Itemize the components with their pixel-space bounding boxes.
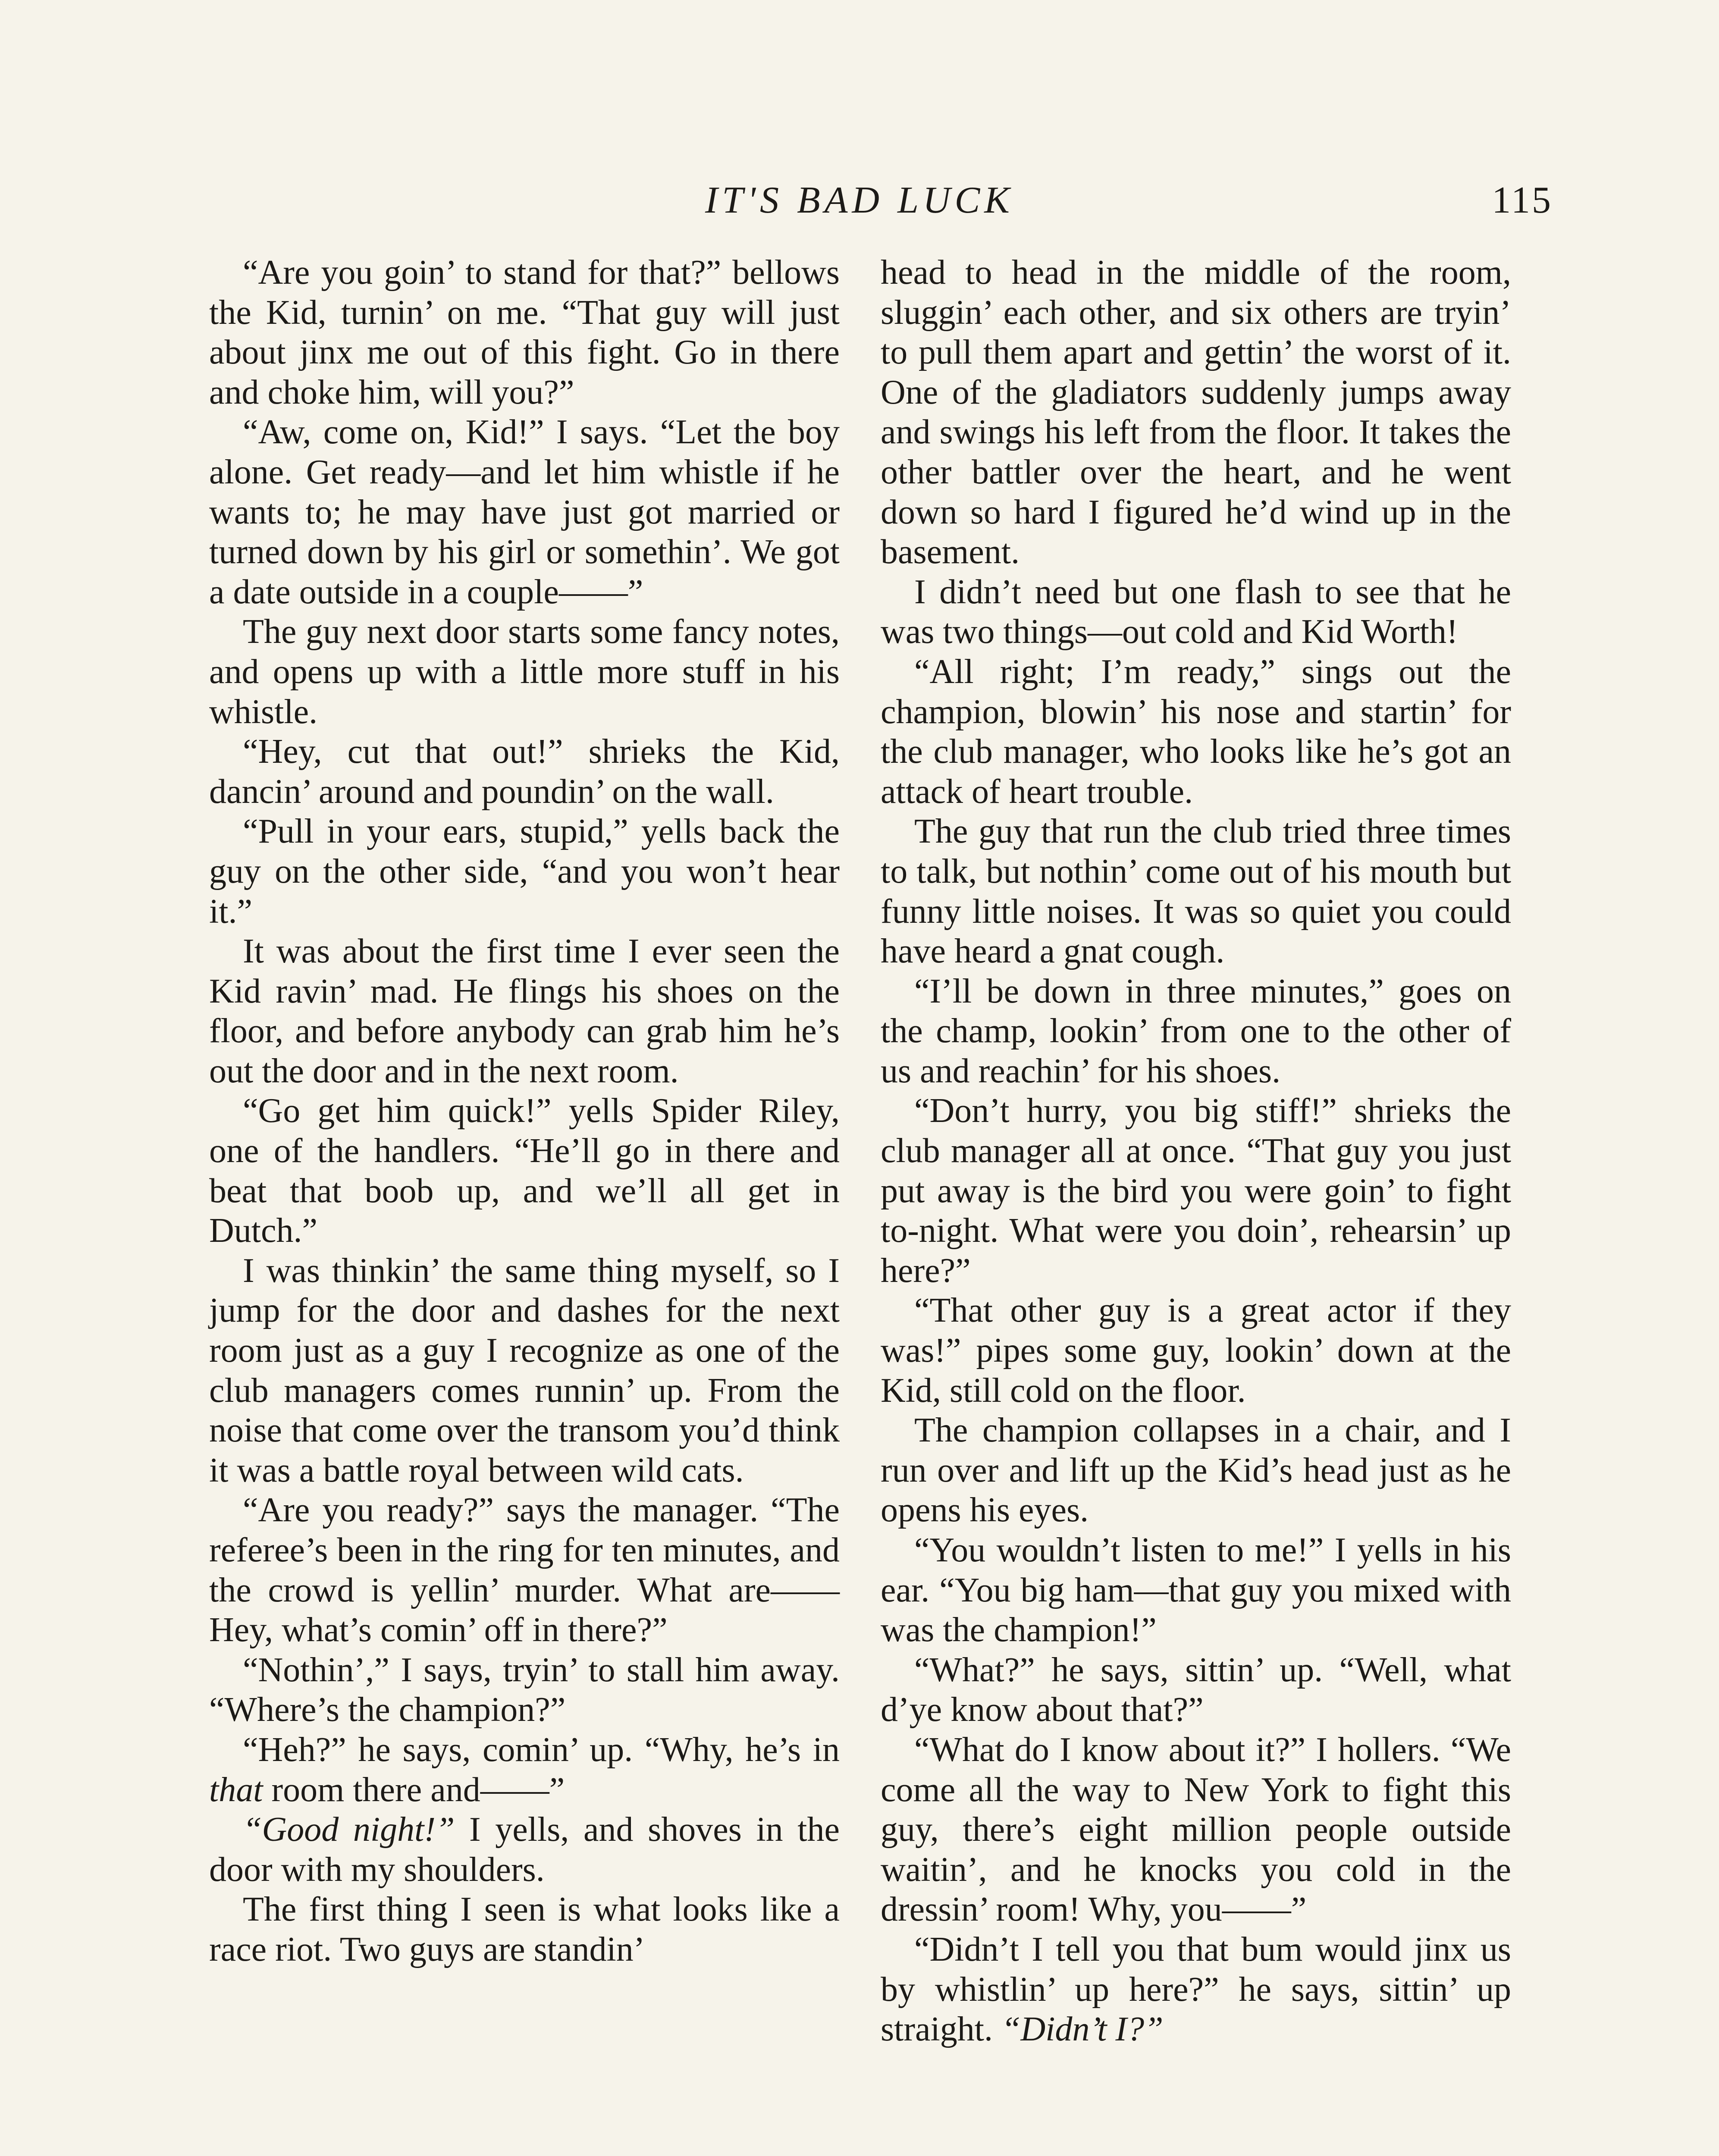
paragraph-text: I yells, and shoves in the door with my shoulders.	[209, 1811, 840, 1889]
page-number: 115	[1492, 179, 1553, 221]
paragraph: “I’ll be down in three minutes,” goes on the champ, lookin’ from one to the other of us and reachin’ for his shoes.	[881, 972, 1511, 1090]
paragraph: “Are you ready?” says the manager. “The referee’s been in the ring for ten minutes, and the crowd is yellin’ murder. What are—— Hey, what’s comin’ off in there?”	[209, 1491, 840, 1649]
paragraph: “Aw, come on, Kid!” I says. “Let the boy alone. Get ready—and let him whistle if he wants to; he may have just got married or turned down by his girl or somethin’. We got a date outside in a couple——”	[209, 413, 840, 611]
paragraph: “Don’t hurry, you big stiff!” shrieks the club manager all at once. “That guy you just put away is the bird you were goin’ to fight to-night. What were you doin’, rehearsin’ up here?”	[881, 1092, 1511, 1290]
paragraph: “That other guy is a great actor if they was!” pipes some guy, lookin’ down at the Kid, still cold on the floor.	[881, 1291, 1511, 1410]
paragraph: The champion collapses in a chair, and I run over and lift up the Kid’s head just as he opens his eyes.	[881, 1411, 1511, 1529]
paragraph: “Hey, cut that out!” shrieks the Kid, dancin’ around and poundin’ on the wall.	[209, 733, 840, 811]
running-head	[0, 175, 1719, 226]
paragraph: The guy next door starts some fancy notes, and opens up with a little more stuff in his whistle.	[209, 613, 840, 731]
running-title: IT'S BAD LUCK	[705, 179, 1014, 221]
paragraph: “You wouldn’t listen to me!” I yells in his ear. “You big ham—that guy you mixed with was the champion!”	[881, 1531, 1511, 1649]
paragraph-text: room there and——”	[263, 1771, 565, 1809]
paragraph: I didn’t need but one flash to see that he was two things—out cold and Kid Worth!	[881, 573, 1511, 651]
paragraph: “What do I know about it?” I hollers. “We come all the way to New York to fight this guy, there’s eight million people outside waitin’, and he knocks you cold in the dressin’ room! Why, you——”	[881, 1730, 1511, 1929]
paragraph: “Go get him quick!” yells Spider Riley, one of the handlers. “He’ll go in there and beat that boob up, and we’ll all get in Dutch.”	[209, 1092, 840, 1250]
paragraph: “Pull in your ears, stupid,” yells back the guy on the other side, “and you won’t hear it.”	[209, 812, 840, 931]
paragraph	[209, 1810, 840, 1890]
paragraph-text: “Heh?” he says, comin’ up. “Why, he’s in	[243, 1730, 840, 1769]
paragraph	[209, 1730, 840, 1810]
paragraph	[881, 1930, 1511, 2049]
paragraph: It was about the first time I ever seen the Kid ravin’ mad. He flings his shoes on the floor, and before anybody can grab him he’s out the door and in the next room.	[209, 932, 840, 1090]
italic-emphasis: “Good night!”	[243, 1811, 455, 1849]
left-text-column	[209, 253, 840, 1970]
paragraph: “What?” he says, sittin’ up. “Well, what d’ye know about that?”	[881, 1651, 1511, 1729]
paragraph: The first thing I seen is what looks like a race riot. Two guys are standin’	[209, 1890, 840, 1968]
paragraph: I was thinkin’ the same thing myself, so I jump for the door and dashes for the next room just as a guy I recognize as one of the club managers comes runnin’ up. From the noise that come over the transom you’d think it was a battle royal between wild cats.	[209, 1251, 840, 1489]
paragraph: head to head in the middle of the room, sluggin’ each other, and six others are tryin’ to pull them apart and gettin’ the worst of it. One of the gladiators suddenly jumps away and swings his left from the floor. It takes the other battler over the heart, and he went down so hard I figured he’d wind up in the basement.	[881, 254, 1511, 571]
italic-emphasis: that	[209, 1771, 263, 1809]
paragraph: The guy that run the club tried three times to talk, but nothin’ come out of his mouth but funny little noises. It was so quiet you could have heard a gnat cough.	[881, 812, 1511, 971]
right-text-column	[881, 253, 1511, 2049]
paragraph: “All right; I’m ready,” sings out the champion, blowin’ his nose and startin’ for the club manager, who looks like he’s got an attack of heart trouble.	[881, 652, 1511, 811]
paragraph: “Nothin’,” I says, tryin’ to stall him away. “Where’s the champion?”	[209, 1651, 840, 1729]
paragraph: “Are you goin’ to stand for that?” bellows the Kid, turnin’ on me. “That guy will just about jinx me out of this fight. Go in there and choke him, will you?”	[209, 254, 840, 411]
paragraph-text: “Didn’t I tell you that bum would jinx us by whistlin’ up here?” he says, sittin’ up straight.	[881, 1930, 1511, 2049]
italic-emphasis: “Didn’t I?”	[1001, 2010, 1164, 2049]
